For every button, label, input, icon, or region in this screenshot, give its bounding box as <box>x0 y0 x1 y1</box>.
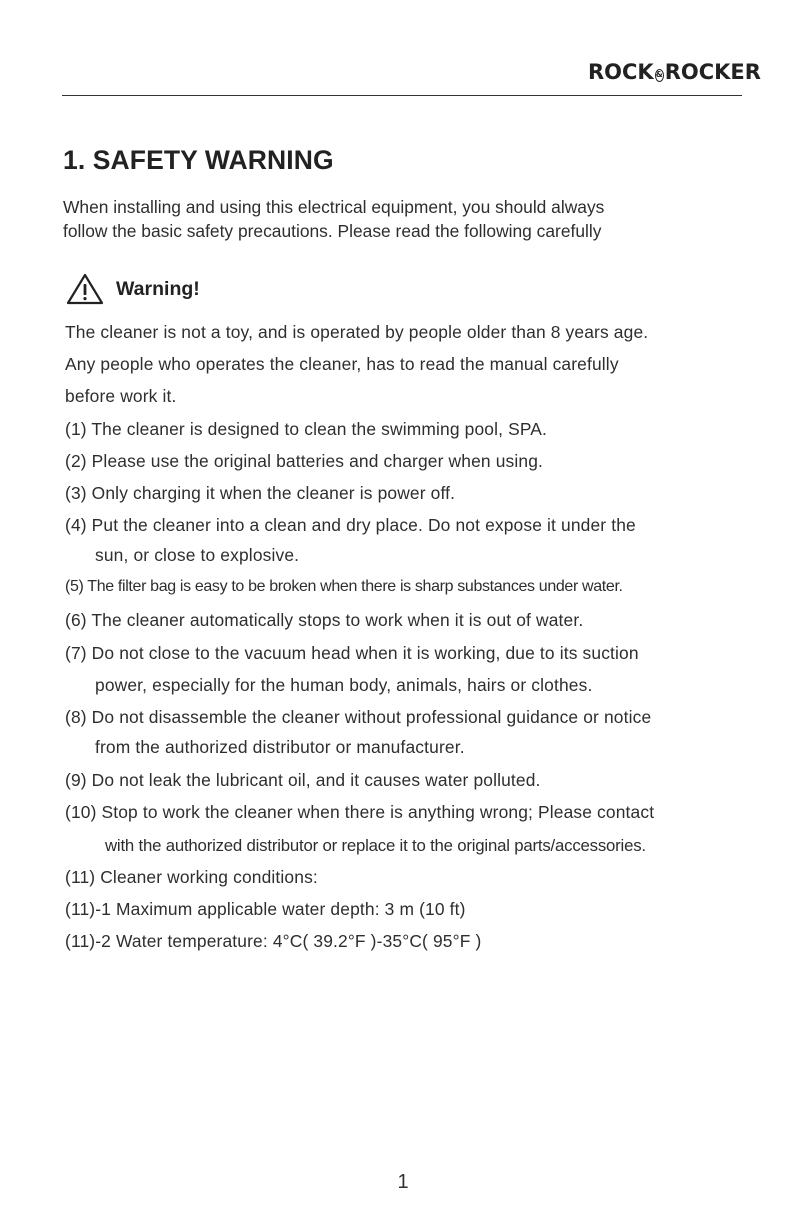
body-line: (11) Cleaner working conditions: <box>65 867 318 887</box>
body-line: (8) Do not disassemble the cleaner without professional guidance or notice <box>65 707 652 727</box>
body-line: (11)-1 Maximum applicable water depth: 3 m (10 ft) <box>65 899 466 919</box>
section-heading: 1. SAFETY WARNING <box>63 145 334 175</box>
body-line: (10) Stop to work the cleaner when there is anything wrong; Please contact <box>65 802 655 822</box>
body-line: with the authorized distributor or replace it to the original parts/accessories. <box>105 836 646 855</box>
brand-logo-left: ROCK <box>588 60 654 84</box>
body-line: (3) Only charging it when the cleaner is power off. <box>65 483 456 503</box>
warning-row <box>66 272 200 306</box>
body-line: (9) Do not leak the lubricant oil, and it causes water polluted. <box>65 770 541 790</box>
warning-triangle-icon <box>66 273 104 305</box>
brand-logo-right: ROCKER <box>664 60 761 84</box>
body-line: (6) The cleaner automatically stops to work when it is out of water. <box>65 610 584 630</box>
body-line: (1) The cleaner is designed to clean the swimming pool, SPA. <box>65 419 548 439</box>
intro-line-2: follow the basic safety precautions. Please read the following carefully <box>63 221 602 241</box>
body-line: power, especially for the human body, animals, hairs or clothes. <box>95 675 593 695</box>
body-line: before work it. <box>65 386 177 406</box>
brand-logo <box>588 60 761 84</box>
body-line: Any people who operates the cleaner, has to read the manual carefully <box>65 354 619 374</box>
body-line: (11)-2 Water temperature: 4°C( 39.2°F )-35°C( 95°F ) <box>65 931 482 951</box>
body-line: sun, or close to explosive. <box>95 545 300 565</box>
body-line: (5) The filter bag is easy to be broken when there is sharp substances under water. <box>65 578 623 595</box>
body-line: The cleaner is not a toy, and is operated by people older than 8 years age. <box>65 322 649 342</box>
body-line: (2) Please use the original batteries and charger when using. <box>65 451 544 471</box>
body-line: from the authorized distributor or manufacturer. <box>95 737 465 757</box>
header-divider <box>62 95 742 96</box>
body-line: (4) Put the cleaner into a clean and dry place. Do not expose it under the <box>65 515 636 535</box>
brand-logo-ampersand: & <box>655 69 664 82</box>
warning-label: Warning! <box>116 277 200 300</box>
intro-line-1: When installing and using this electrical equipment, you should always <box>63 197 605 217</box>
page-number: 1 <box>397 1171 409 1193</box>
body-line: (7) Do not close to the vacuum head when it is working, due to its suction <box>65 643 639 663</box>
